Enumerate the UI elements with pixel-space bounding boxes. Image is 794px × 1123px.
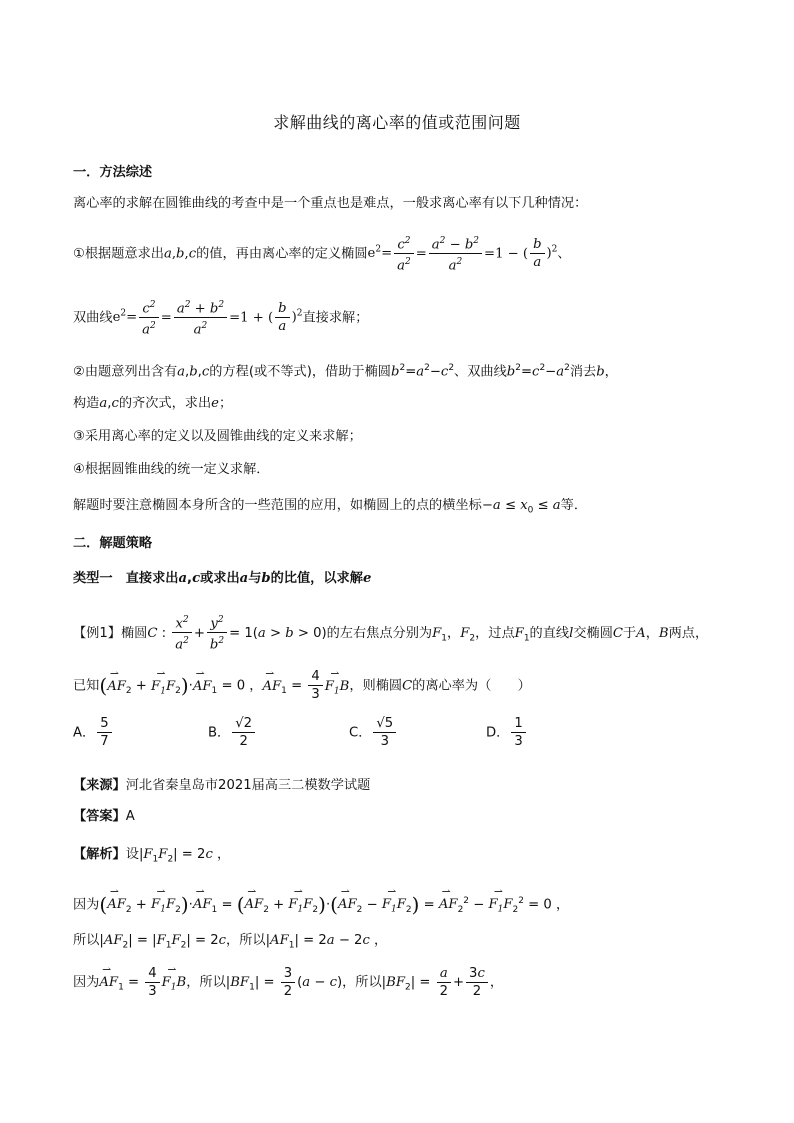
method-1-hyperbola-line: 双曲线$e^2=$ $\frac{c^2}{a^2}$ = $\frac{a^2 + b^2}{a^2}$ =1 + ( $\frac{b}{a}$ )$^2$直接求解；	[73, 294, 368, 338]
answer-line: 【答案】A	[73, 809, 135, 824]
option-c[interactable]: C． $\frac{√5}{3}$	[349, 715, 398, 750]
analysis-line-4: 因为⇀ $AF_1$ = $\frac{4}{3}$ ⇀ $F_1B$，所以$|BF_1|$ = $\frac{3}{2}$ (a − c)，所以$|BF_2|$ = $\frac{a}{2}$ + $\frac{3c}{2}$ ，	[73, 963, 503, 1008]
section-heading-strategies: 二．解题策略	[73, 536, 153, 551]
example-label: 【例1】	[73, 625, 121, 641]
option-a[interactable]: A． $\frac{5}{7}$	[73, 715, 114, 750]
fraction-b-a: $\frac{b}{a}$	[530, 236, 544, 271]
method-2-line: ②由题意列出含有a,b,c的方程(或不等式)，借助于椭圆$b^2=a^2-c^2$、双曲线$b^2=c^2-a^2$消去b，	[73, 363, 618, 380]
fraction-a2-plus-b2-a2: $\frac{a^2 + b^2}{a^2}$	[174, 297, 227, 339]
method-1-mid: 的值，再由离心率的定义椭圆	[196, 246, 368, 262]
example-1-line-1: 【例1】椭圆C : $\frac{x^2}{a^2}$ + $\frac{y^2}{b^2}$ = 1(a > b > 0)的左右焦点分别为$F_1$，$F_2$，过点$F_1$的直线l交椭圆C于A，B两点，	[73, 612, 708, 659]
source-line: 【来源】河北省秦皇岛市2021届高三二模数学试题	[73, 778, 371, 793]
section-heading-methods: 一．方法综述	[73, 165, 153, 180]
method-1-prefix: ①根据题意求出	[73, 246, 164, 262]
method-2-continued: 构造a,c的齐次式，求出e；	[73, 396, 233, 411]
fraction-c2-a2-hyper: $\frac{c^2}{a^2}$	[139, 297, 159, 339]
math-abc: a	[163, 246, 172, 262]
math-e-squared: $e^2=$	[367, 245, 393, 262]
example-1-line-2: 已知(⇀ $AF_2$ + ⇀ $F_1F_2)\cdot⇀$ $AF_1 = 0$ ，⇀ $AF_1$ = $\frac{4}{3}$ ⇀ $F_1B$，则椭圆C的离心率为（ ）	[73, 668, 531, 706]
method-1-hyperbola: 双曲线	[73, 310, 113, 326]
intro-paragraph: 离心率的求解在圆锥曲线的考查中是一个重点也是难点，一般求离心率有以下几种情况：	[73, 196, 588, 211]
fraction-c2-a2: $\frac{c^2}{a^2}$	[394, 233, 414, 275]
page-title: 求解曲线的离心率的值或范围问题	[273, 113, 521, 132]
method-1-hyperbola-end: 直接求解；	[302, 310, 369, 326]
option-d[interactable]: D． $\frac{1}{3}$	[486, 715, 528, 750]
type-1-heading: 类型一 直接求出a,c或求出a与b的比值，以求解e	[73, 571, 372, 586]
fraction-a2-b2-a2: $\frac{a^2 - b^2}{a^2}$	[429, 233, 482, 275]
method-1-end: 、	[557, 246, 571, 262]
fraction-b-a-hyper: $\frac{b}{a}$	[275, 300, 289, 335]
method-4-line: ④根据圆锥曲线的统一定义求解．	[73, 462, 270, 477]
analysis-line-1: 【解析】设$|F_1F_2| = 2c$ ，	[73, 847, 231, 865]
option-b[interactable]: B． $\frac{√2}{2}$	[208, 715, 257, 750]
method-1-line: ①根据题意求出a,b,c的值，再由离心率的定义椭圆$e^2=$ $\frac{c^2}{a^2}$ = $\frac{a^2 - b^2}{a^2}$ =1 − ( $\frac{b}{a}$ )$^2$、	[73, 230, 571, 274]
analysis-line-3: 所以$|AF_2| = |F_1F_2| = 2c$，所以$|AF_1| = 2a - 2c$ ，	[73, 933, 388, 951]
analysis-line-2: 因为(⇀ $AF_2$ + ⇀ $F_1F_2)\cdot⇀$ $AF_1$ = (⇀ $AF_2$ + ⇀ $F_1F_2)\cdot(⇀$ $AF_2$ − ⇀ $F_1F_2$) = ⇀ $AF_2^2$ − ⇀ $F_1F_2^2 = 0$ ，	[73, 886, 569, 925]
note-line: 解题时要注意椭圆本身所含的一些范围的应用，如椭圆上的点的横坐标$-a \le x_0 \le a$等．	[73, 498, 588, 516]
method-3-line: ③采用离心率的定义以及圆锥曲线的定义来求解；	[73, 429, 362, 444]
